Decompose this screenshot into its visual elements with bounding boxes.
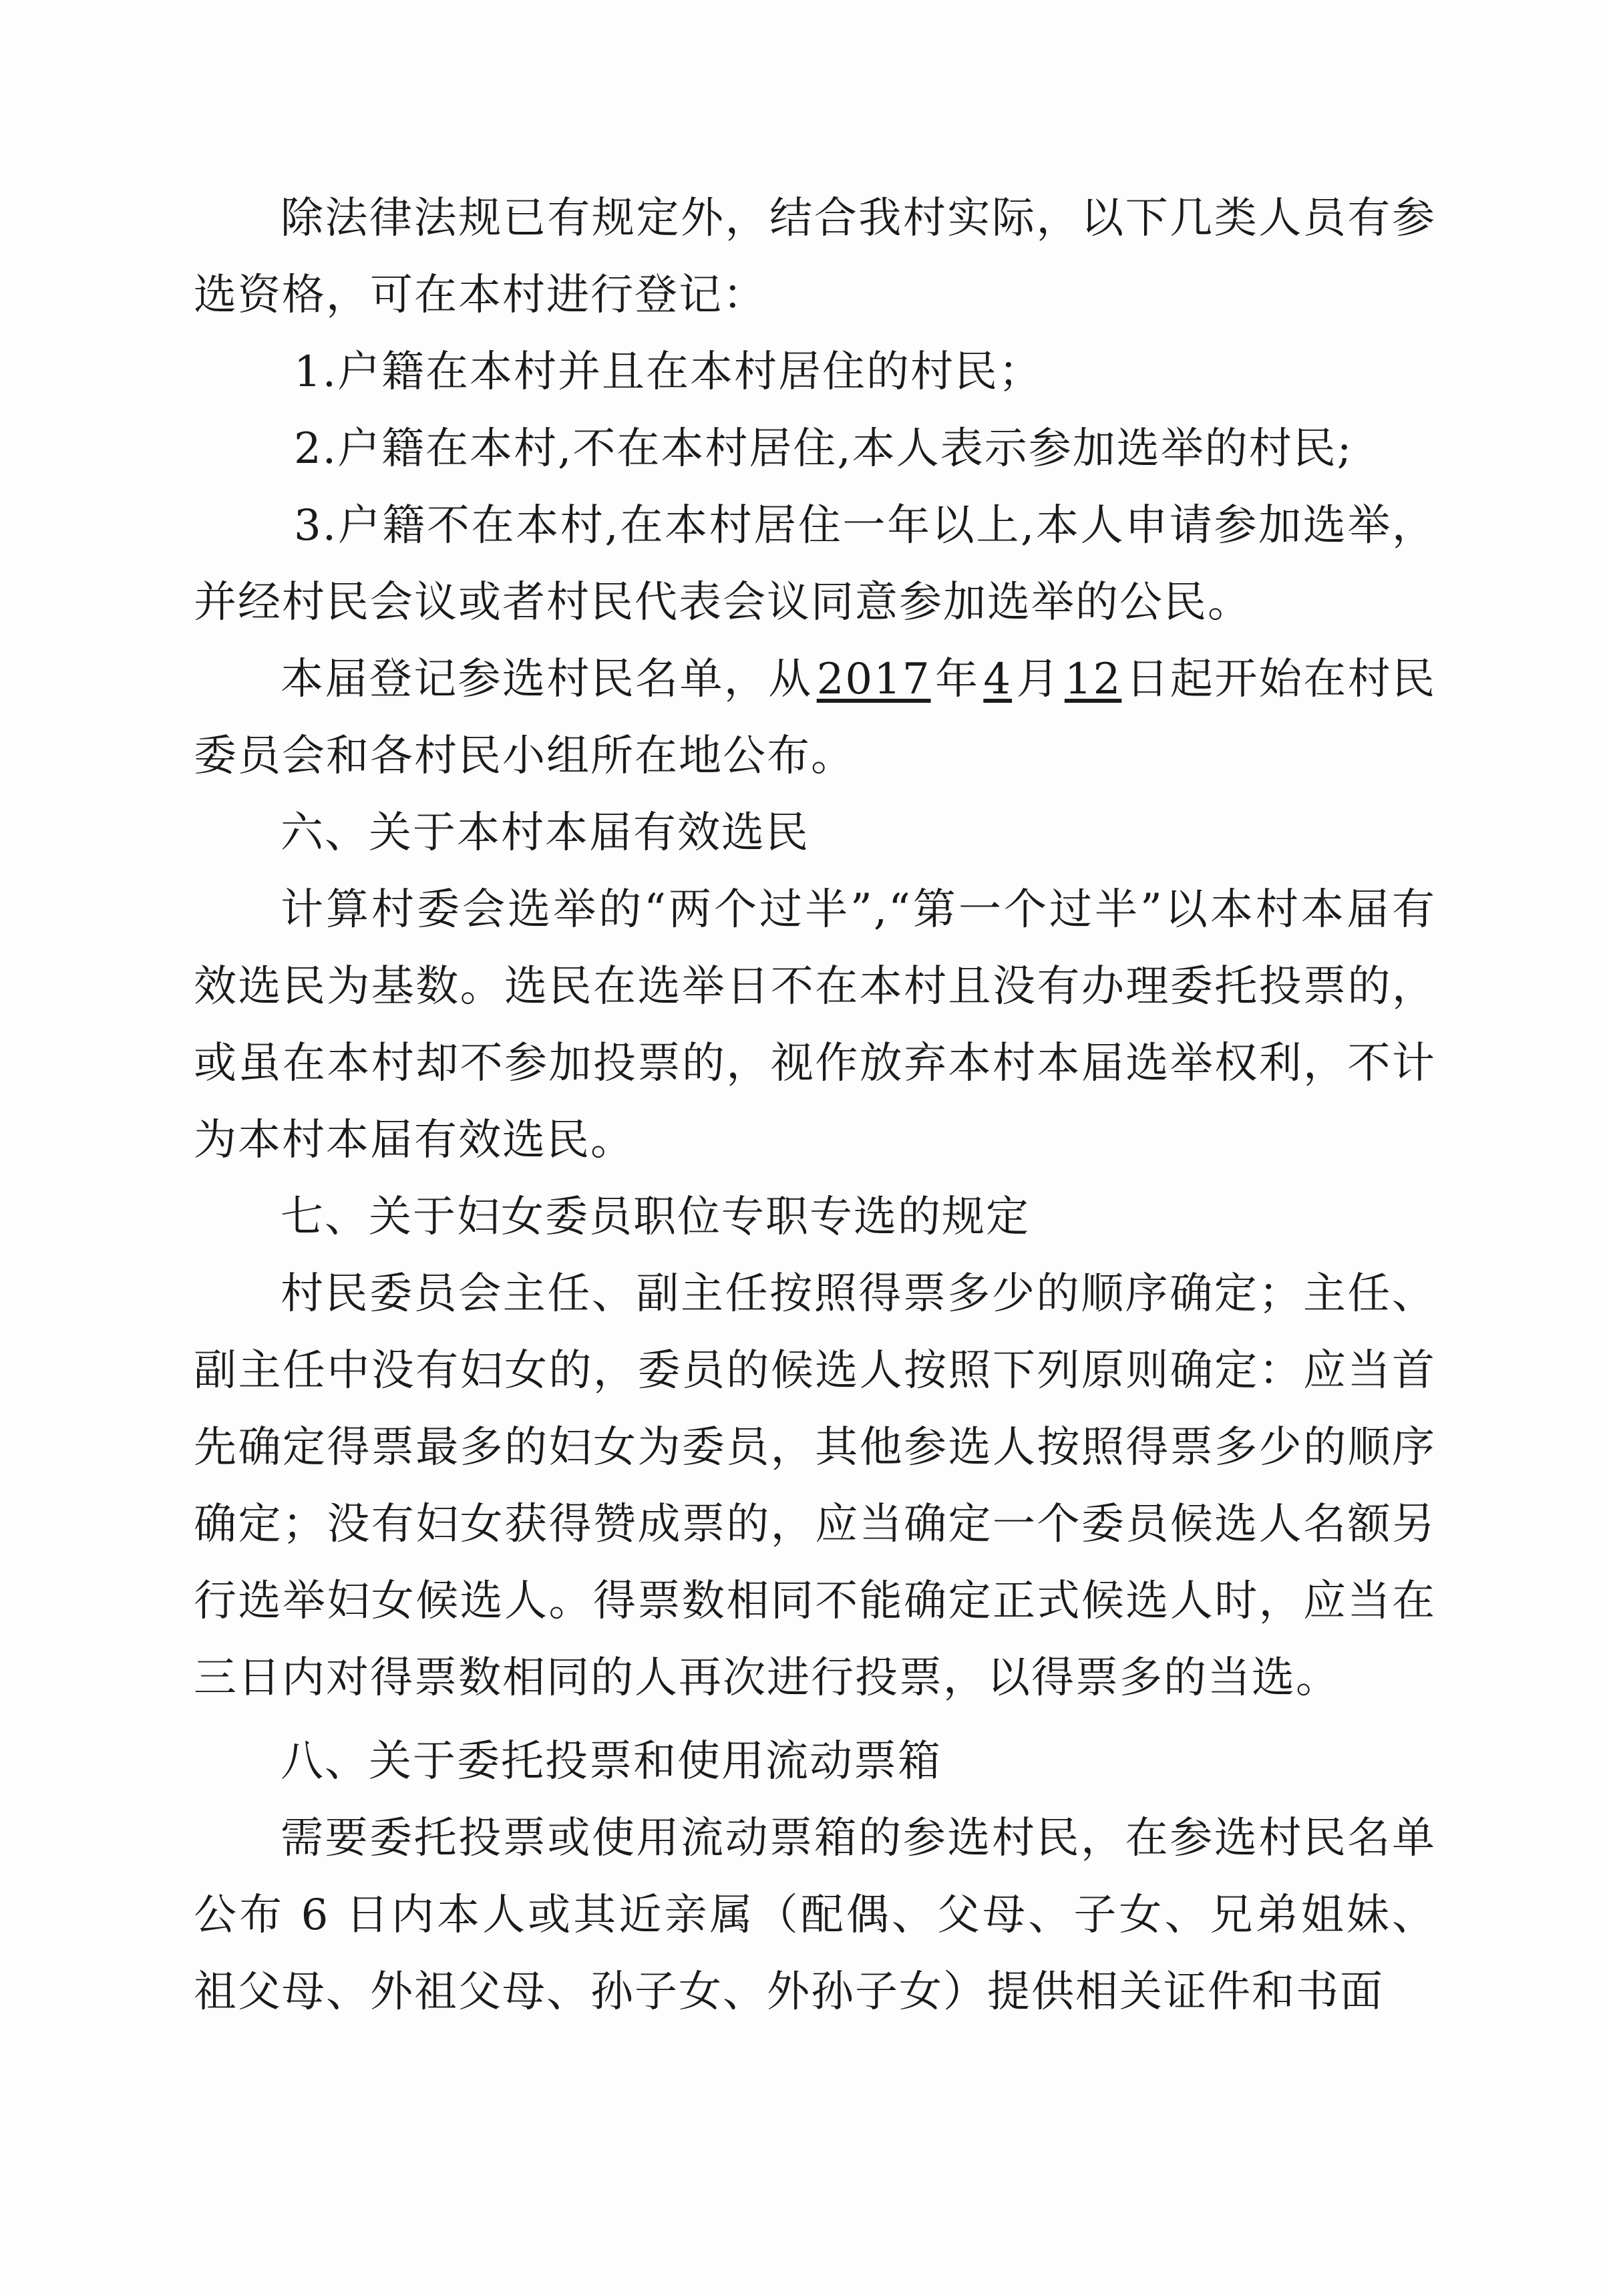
register-day: 12 [1064,655,1122,704]
eligibility-item-2: 2.户籍在本村,不在本村居住,本人表示参加选举的村民; [294,424,1353,474]
eligibility-item-3: 3.户籍不在本村,在本村居住一年以上,本人申请参加选举，并经村民会议或者村民代表会议同意参加选举的公民。 [194,501,1436,627]
register-month-unit: 月 [1016,655,1061,704]
section-7-body: 村民委员会主任、副主任按照得票多少的顺序确定；主任、副主任中没有妇女的，委员的候选人按照下列原则确定：应当首先确定得票最多的妇女为委员，其他参选人按照得票多少的顺序确定；没有妇女获得赞成票的，应当确定一个委员候选人名额另行选举妇女候选人。得票数相同不能确定正式候选人时，应当在三日内对得票数相同的人再次进行投票，以得票多的当选。 [194,1269,1436,1703]
section-6-body: 计算村委会选举的“两个过半”,“第一个过半”以本村本届有效选民为基数。选民在选举日不在本村且没有办理委托投票的，或虽在本村却不参加投票的，视作放弃本村本届选举权利，不计为本村本届有效选民。 [194,885,1436,1165]
register-post: 日起开始在村民委员会和各村民小组所在地公布。 [194,655,1437,781]
section-8-body: 需要委托投票或使用流动票箱的参选村民，在参选村民名单公布 6 日内本人或其近亲属（配偶、父母、子女、兄弟姐妹、祖父母、外祖父母、孙子女、外孙子女）提供相关证件和书面 [194,1814,1436,2017]
register-year-unit: 年 [934,655,980,704]
register-pre: 本届登记参选村民名单，从 [281,655,813,704]
eligibility-item-1: 1.户籍在本村并且在本村居住的村民； [294,347,1043,397]
document-body [194,180,1436,2031]
register-month: 4 [983,655,1013,704]
section-6-title: 六、关于本村本届有效选民 [281,808,810,858]
register-paragraph [194,641,1436,795]
section-7-title: 七、关于妇女委员职位专职专选的规定 [281,1192,1030,1242]
register-year: 2017 [816,655,931,704]
intro-paragraph: 除法律法规已有规定外，结合我村实际，以下几类人员有参选资格，可在本村进行登记： [194,194,1436,320]
section-8-title: 八、关于委托投票和使用流动票箱 [281,1737,942,1786]
